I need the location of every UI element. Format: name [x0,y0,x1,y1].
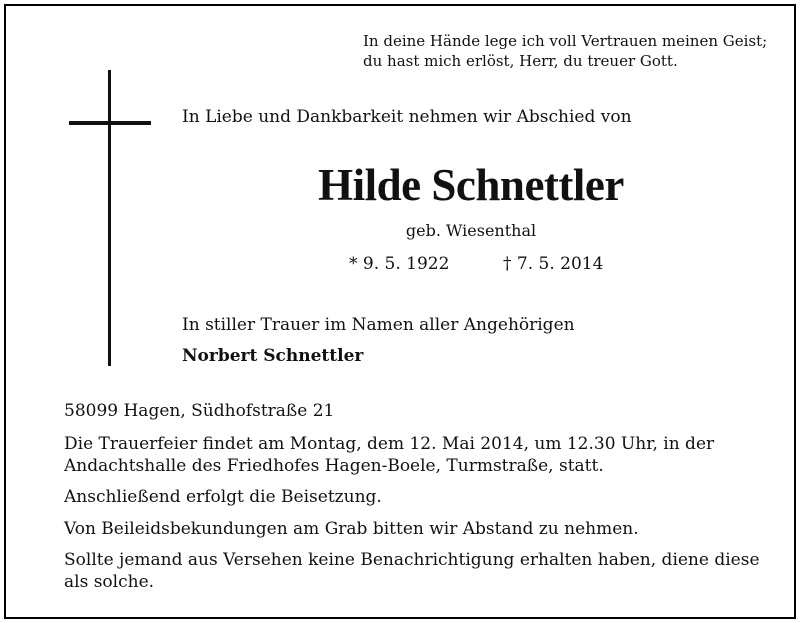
cross-horizontal-bar [69,121,151,125]
verse-line-2: du hast mich erlöst, Herr, du treuer Gott. [363,52,678,70]
deceased-name: Hilde Schnettler [318,160,624,210]
notice-note [64,549,764,593]
mourning-line: In stiller Trauer im Namen aller Angehörigen [182,315,575,335]
funeral-line-2: Andachtshalle des Friedhofes Hagen-Boele, Turmstraße, statt. [64,456,604,476]
mourner-address: 58099 Hagen, Südhofstraße 21 [64,401,335,421]
notice-line-2: als solche. [64,572,155,592]
birth-name: geb. Wiesenthal [405,221,537,240]
funeral-line-1: Die Trauerfeier findet am Montag, dem 12. Mai 2014, um 12.30 Uhr, in der [64,434,715,454]
condolence-note: Von Beileidsbekundungen am Grab bitten wir Abstand zu nehmen. [64,519,639,539]
notice-line-1: Sollte jemand aus Versehen keine Benachrichtigung erhalten haben, diene diese [64,550,760,570]
farewell-intro: In Liebe und Dankbarkeit nehmen wir Abschied von [182,107,632,127]
cross-vertical-bar [108,70,111,366]
obituary-notice [4,4,796,619]
birth-date: * 9. 5. 1922 [349,254,450,274]
funeral-details [64,433,764,477]
death-date: † 7. 5. 2014 [503,254,604,274]
signer-name: Norbert Schnettler [182,346,364,366]
bible-verse [363,31,767,71]
burial-note: Anschließend erfolgt die Beisetzung. [64,487,382,507]
verse-line-1: In deine Hände lege ich voll Vertrauen meinen Geist; [363,32,768,50]
